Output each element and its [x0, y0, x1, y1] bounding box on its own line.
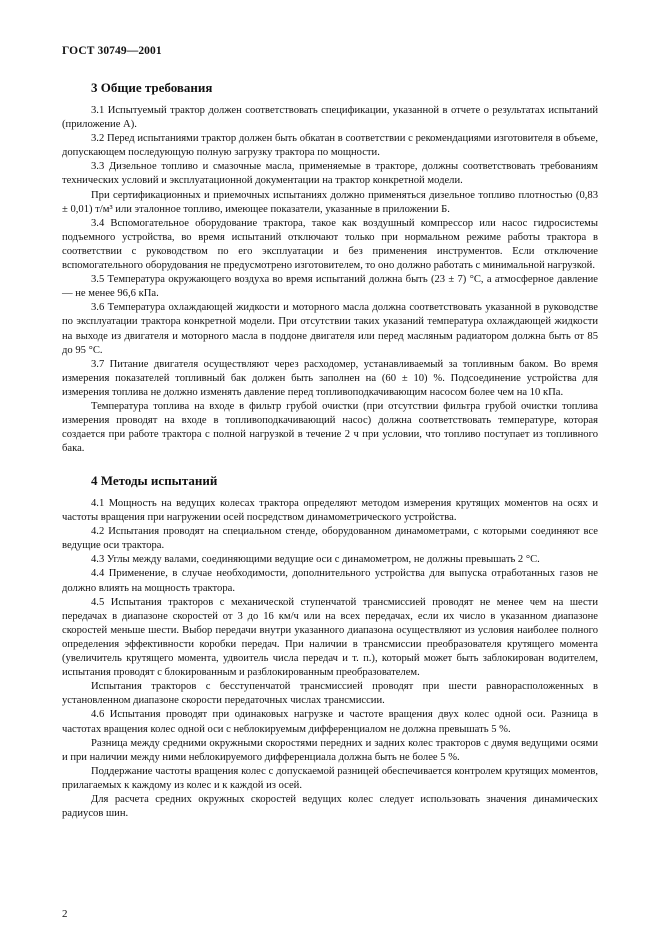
page-number: 2 — [62, 908, 68, 920]
paragraph: Поддержание частоты вращения колес с допускаемой разницей обеспечивается контролем крутящих моментов, прилагаемых к каждому из колес и к каждой из осей. — [62, 765, 598, 791]
section-4-heading: 4 Методы испытаний — [91, 473, 218, 488]
paragraph: 4.2 Испытания проводят на специальном стенде, оборудованном динамометрами, с которыми соединяют все ведущие оси трактора. — [62, 526, 598, 552]
paragraph: Для расчета средних окружных скоростей ведущих колес следует использовать значения динамических радиусов шин. — [62, 793, 598, 820]
paragraph: 3.2 Перед испытаниями трактор должен быть обкатан в соответствии с рекомендациями изготовителя в объеме, допускающем последующую полную загрузку трактора по мощности. — [62, 133, 598, 159]
paragraph: 4.6 Испытания проводят при одинаковых нагрузке и частоте вращения двух колес одной оси. Разница в частотах вращения колес одной оси с неблокируемым дифференциалом не должна превышать 5 %. — [62, 709, 598, 735]
paragraph: 4.1 Мощность на ведущих колесах трактора определяют методом измерения крутящих моментов на осях и частоты вращения при нагружении осей посредством динамометрического устройства. — [62, 498, 598, 524]
section-3-heading: 3 Общие требования — [91, 80, 213, 95]
paragraph: 4.5 Испытания тракторов с механической ступенчатой трансмиссией проводят не менее чем на шести передачах в диапазоне скоростей от 3 до 16 км/ч или на всех передачах, если их число в указанном диапазоне скоростей меньше шести. Выбор передачи внутри указанного диапазона осуществляют из условия наиболее полного определения эффективности коробки передач. При наличии в трансмиссии преобразователя крутящего момента (увеличитель крутящего момента, удвоитель числа передач и т. п.), который может быть заблокирован водителем, испытания проводят с блокированным и разблокированным преобразователем. — [62, 596, 598, 679]
paragraph: Испытания тракторов с бесступенчатой трансмиссией проводят при шести равнорасположенных в установленном диапазоне скорости передаточных числах трансмиссии. — [62, 681, 598, 707]
paragraph: 3.4 Вспомогательное оборудование трактора, такое как воздушный компрессор или насос гидросистемы подъемного устройства, во время испытаний отключают только при нормальном режиме работы трактора в соответствии с руководством по его эксплуатации и без применения инструментов. Если отключение вспомогательного оборудования не предусмотрено изготовителем, то оно должно работать с минимальной нагрузкой. — [62, 217, 598, 272]
paragraph: 3.6 Температура охлаждающей жидкости и моторного масла должна соответствовать указанной в руководстве по эксплуатации трактора конкретной модели. При отсутствии таких указаний температура охлаждающей жидкости на выходе из двигателя и моторного масла в поддоне двигателя или перед масляным радиатором должна быть от 85 до 95 °С. — [62, 302, 598, 356]
section-4-body — [62, 497, 598, 821]
paragraph: 3.3 Дизельное топливо и смазочные масла, применяемые в тракторе, должны соответствовать требованиям технических условий и эксплуатационной документации на трактор конкретной модели. — [62, 161, 598, 187]
paragraph: 3.7 Питание двигателя осуществляют через расходомер, устанавливаемый за топливным баком. Во время измерения показателей топливный бак должен быть заполнен на (60 ± 10) %. Подсоединение устройства для измерения топлива не должно изменять давление перед топливоподкачивающим насосом более чем на 10 кПа. — [62, 358, 598, 398]
paragraph: Разница между средними окружными скоростями передних и задних колес тракторов с двумя ведущими осями и при наличии между ними неблокируемого дифференциала должна быть не более 5 %. — [62, 737, 598, 763]
paragraph: При сертификационных и приемочных испытаниях должно применяться дизельное топливо плотностью (0,83 ± 0,01) т/м³ или эталонное топливо, имеющее показатели, указанные в приложении Б. — [62, 189, 598, 215]
paragraph: 3.5 Температура окружающего воздуха во время испытаний должна быть (23 ± 7) °С, а атмосферное давление — не менее 96,6 кПа. — [62, 274, 598, 300]
section-3-body — [62, 104, 598, 456]
paragraph: 3.1 Испытуемый трактор должен соответствовать спецификации, указанной в отчете о результатах испытаний (приложение А). — [62, 105, 598, 131]
document-header: ГОСТ 30749—2001 — [62, 45, 162, 57]
paragraph: 4.4 Применение, в случае необходимости, дополнительного устройства для выпуска отработанных газов не должно влиять на мощность трактора. — [62, 568, 598, 594]
paragraph: Температура топлива на входе в фильтр грубой очистки (при отсутствии фильтра грубой очистки топлива измерения проводят на входе в топливоподкачивающий насос) должна соответствовать температуре, которая создается при работе трактора с полной нагрузкой в течение 2 ч при условии, что топливо поступает из топливного бака. — [62, 400, 598, 455]
paragraph: 4.3 Углы между валами, соединяющими ведущие оси с динамометром, не должны превышать 2 °С. — [91, 554, 540, 566]
